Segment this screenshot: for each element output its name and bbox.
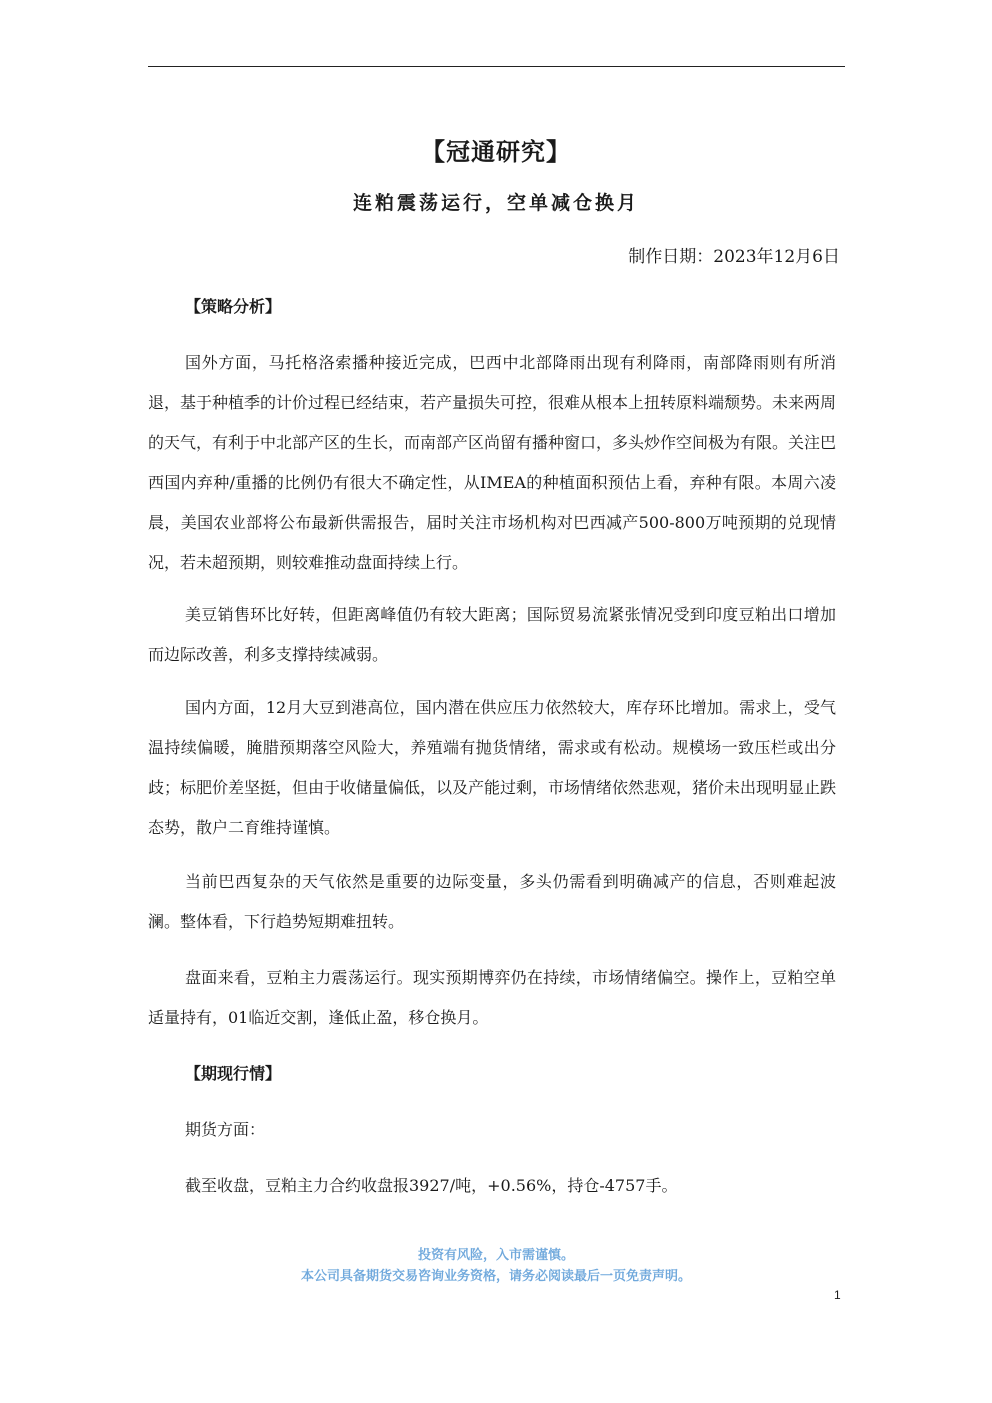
header-rule <box>148 66 845 67</box>
strategy-heading: 【策略分析】 <box>185 297 282 316</box>
report-date: 制作日期：2023年12月6日 <box>628 247 840 267</box>
qualification-disclaimer: 本公司具备期货交易咨询业务资格，请务必阅读最后一页免责声明。 <box>300 1269 691 1284</box>
risk-disclaimer: 投资有风险，入市需谨慎。 <box>417 1248 574 1263</box>
report-subtitle: 连粕震荡运行，空单减仓换月 <box>352 192 639 214</box>
strategy-paragraph: 美豆销售环比好转，但距离峰值仍有较大距离；国际贸易流紧张情况受到印度豆粕出口增加而边际改善，利多支撑持续减弱。 <box>148 605 836 664</box>
futures-label: 期货方面： <box>185 1120 266 1139</box>
strategy-paragraph: 国内方面，12月大豆到港高位，国内潜在供应压力依然较大，库存环比增加。需求上，受气温持续偏暖，腌腊预期落空风险大，养殖端有抛货情绪，需求或有松动。规模场一致压栏或出分歧；标肥价差坚挺，但由于收储量偏低，以及产能过剩，市场情绪依然悲观，猪价未出现明显止跌态势，散户二育维持谨慎。 <box>148 698 837 837</box>
report-title: 【冠通研究】 <box>421 137 571 166</box>
strategy-paragraph: 盘面来看，豆粕主力震荡运行。现实预期博弈仍在持续，市场情绪偏空。操作上，豆粕空单适量持有，01临近交割，逢低止盈，移仓换月。 <box>148 968 836 1027</box>
strategy-paragraph: 国外方面，马托格洛索播种接近完成，巴西中北部降雨出现有利降雨，南部降雨则有所消退，基于种植季的计价过程已经结束，若产量损失可控，很难从根本上扭转原料端颓势。未来两周的天气，有利于中北部产区的生长，而南部产区尚留有播种窗口，多头炒作空间极为有限。关注巴西国内弃种/重播的比例仍有很大不确定性，从IMEA的种植面积预估上看，弃种有限。本周六凌晨，美国农业部将公布最新供需报告，届时关注市场机构对巴西减产500-800万吨预期的兑现情况，若未超预期，则较难推动盘面持续上行。 <box>148 353 837 572</box>
page-number: 1 <box>834 1288 841 1302</box>
market-heading: 【期现行情】 <box>185 1064 282 1083</box>
futures-text: 截至收盘，豆粕主力合约收盘报3927/吨，+0.56%，持仓-4757手。 <box>185 1176 678 1195</box>
strategy-paragraph: 当前巴西复杂的天气依然是重要的边际变量，多头仍需看到明确减产的信息，否则难起波澜。整体看，下行趋势短期难扭转。 <box>148 872 836 931</box>
